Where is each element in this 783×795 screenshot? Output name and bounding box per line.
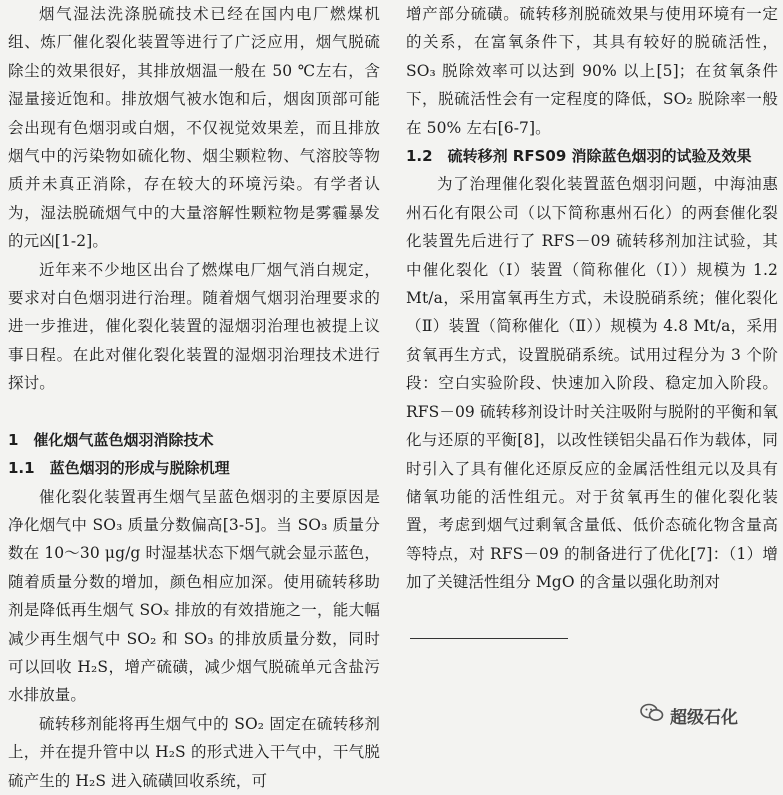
subsection-heading: 1.1 蓝色烟羽的形成与脱除机理 xyxy=(8,459,230,478)
paragraph: 近年来不少地区出台了燃煤电厂烟气消白规定，要求对白色烟羽进行治理。随着烟气烟羽治理要求的进一步推进，催化裂化装置的湿烟羽治理也被提上议事日程。在此对催化裂化装置的湿烟羽治理技术进行探讨。 xyxy=(8,260,380,393)
watermark xyxy=(640,700,780,730)
paragraph: 催化裂化装置再生烟气呈蓝色烟羽的主要原因是净化烟气中 SO₃ 质量分数偏高[3-5]。当 SO₃ 质量分数在 10～30 μg/g 时湿基状态下烟气就会显示蓝色，随着质量分数的增加，颜色相应加深。使用硫转移助剂是降低再生烟气 SOₓ 排放的有效措施之一，能大幅减少再生烟气中 SO₂ 和 SO₃ 的排放质量分数，同时可以回收 H₂S，增产硫磺，减少烟气脱硫单元含盐污水排放量。 xyxy=(8,487,380,705)
footnote-rule xyxy=(410,638,568,639)
paragraph: 为了治理催化裂化装置蓝色烟羽问题，中海油惠州石化有限公司（以下简称惠州石化）的两套催化裂化装置先后进行了 RFS－09 硫转移剂加注试验，其中催化裂化（Ⅰ）装置（简称催化（Ⅰ））规模为 1.2 Mt/a，采用富氧再生方式，未设脱硝系统；催化裂化（Ⅱ）装置（简称催化（Ⅱ））规模为 4.8 Mt/a，采用贫氧再生方式，设置脱硝系统。试用过程分为 3 个阶段：空白实验阶段、快速加入阶段、稳定加入阶段。RFS－09 硫转移剂设计时关注吸附与脱附的平衡和氧化与还原的平衡[8]，以改性镁铝尖晶石作为载体，同时引入了具有催化还原反应的金属活性组元以及具有储氧功能的活性组元。对于贫氧再生的催化裂化装置，考虑到烟气过剩氧含量低、低价态硫化物含量高等特点，对 RFS－09 的制备进行了优化[7]：（1）增加了关键活性组分 MgO 的含量以强化助剂对 xyxy=(406,175,778,592)
paragraph: 增产部分硫磺。硫转移剂脱硫效果与使用环境有一定的关系，在富氧条件下，其具有较好的脱硫活性，SO₃ 脱除效率可以达到 90% 以上[5]；在贫氧条件下，脱硫活性会有一定程度的降低，SO₂ 脱除率一般在 50% 左右[6-7]。 xyxy=(406,5,778,137)
right-column xyxy=(406,0,778,597)
paragraph: 硫转移剂能将再生烟气中的 SO₂ 固定在硫转移剂上，并在提升管中以 H₂S 的形式进入干气中，干气脱硫产生的 H₂S 进入硫磺回收系统，可 xyxy=(8,714,380,790)
left-column xyxy=(8,0,380,795)
subsection-heading: 1.2 硫转移剂 RFS09 消除蓝色烟羽的试验及效果 xyxy=(406,147,752,166)
paragraph: 烟气湿法洗涤脱硫技术已经在国内电厂燃煤机组、炼厂催化裂化装置等进行了广泛应用，烟气脱硫除尘的效果很好，其排放烟温一般在 50 ℃左右，含湿量接近饱和。排放烟气被水饱和后，烟囱顶部可能会出现有色烟羽或白烟，不仅视觉效果差，而且排放烟气中的污染物如硫化物、烟尘颗粒物、气溶胶等物质并未真正消除，存在较大的环境污染。有学者认为，湿法脱硫烟气中的大量溶解性颗粒物是雾霾暴发的元凶[1-2]。 xyxy=(8,5,380,251)
section-gap xyxy=(8,398,380,426)
wechat-icon xyxy=(640,703,664,728)
section-heading: 1 催化烟气蓝色烟羽消除技术 xyxy=(8,430,214,449)
watermark-text: 超级石化 xyxy=(670,707,738,728)
